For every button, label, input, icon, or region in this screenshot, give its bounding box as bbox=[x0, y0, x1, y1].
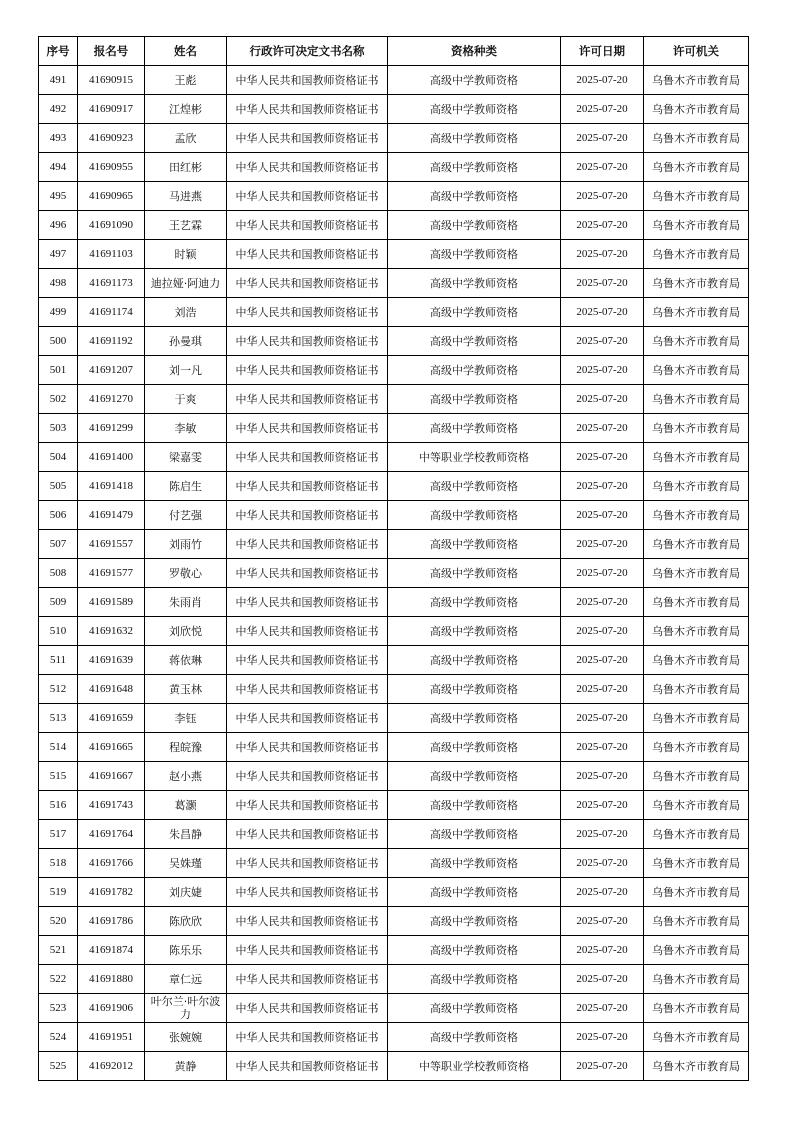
cell-date: 2025-07-20 bbox=[561, 472, 644, 501]
cell-authority: 乌鲁木齐市教育局 bbox=[644, 211, 749, 240]
cell-qualification: 高级中学教师资格 bbox=[388, 327, 561, 356]
cell-reg-no: 41691880 bbox=[78, 965, 145, 994]
cell-date: 2025-07-20 bbox=[561, 936, 644, 965]
cell-authority: 乌鲁木齐市教育局 bbox=[644, 269, 749, 298]
cell-doc-name: 中华人民共和国教师资格证书 bbox=[227, 588, 388, 617]
cell-reg-no: 41691667 bbox=[78, 762, 145, 791]
cell-name: 李钰 bbox=[145, 704, 227, 733]
cell-seq: 492 bbox=[39, 95, 78, 124]
cell-name: 叶尔兰·叶尔波力 bbox=[145, 994, 227, 1023]
cell-doc-name: 中华人民共和国教师资格证书 bbox=[227, 1023, 388, 1052]
table-row bbox=[39, 240, 749, 269]
cell-authority: 乌鲁木齐市教育局 bbox=[644, 153, 749, 182]
cell-seq: 493 bbox=[39, 124, 78, 153]
cell-doc-name: 中华人民共和国教师资格证书 bbox=[227, 414, 388, 443]
cell-qualification: 高级中学教师资格 bbox=[388, 675, 561, 704]
cell-name: 陈启生 bbox=[145, 472, 227, 501]
cell-qualification: 高级中学教师资格 bbox=[388, 356, 561, 385]
table-row bbox=[39, 124, 749, 153]
cell-authority: 乌鲁木齐市教育局 bbox=[644, 501, 749, 530]
cell-doc-name: 中华人民共和国教师资格证书 bbox=[227, 849, 388, 878]
cell-date: 2025-07-20 bbox=[561, 994, 644, 1023]
table-row bbox=[39, 153, 749, 182]
cell-qualification: 中等职业学校教师资格 bbox=[388, 443, 561, 472]
cell-reg-no: 41691207 bbox=[78, 356, 145, 385]
cell-doc-name: 中华人民共和国教师资格证书 bbox=[227, 501, 388, 530]
cell-doc-name: 中华人民共和国教师资格证书 bbox=[227, 820, 388, 849]
table-row bbox=[39, 820, 749, 849]
cell-authority: 乌鲁木齐市教育局 bbox=[644, 994, 749, 1023]
col-header-doc-name: 行政许可决定文书名称 bbox=[227, 37, 388, 66]
cell-date: 2025-07-20 bbox=[561, 356, 644, 385]
cell-reg-no: 41691400 bbox=[78, 443, 145, 472]
cell-name: 付艺强 bbox=[145, 501, 227, 530]
table-row bbox=[39, 95, 749, 124]
cell-doc-name: 中华人民共和国教师资格证书 bbox=[227, 356, 388, 385]
cell-authority: 乌鲁木齐市教育局 bbox=[644, 791, 749, 820]
cell-authority: 乌鲁木齐市教育局 bbox=[644, 762, 749, 791]
col-header-reg-no: 报名号 bbox=[78, 37, 145, 66]
cell-doc-name: 中华人民共和国教师资格证书 bbox=[227, 182, 388, 211]
cell-doc-name: 中华人民共和国教师资格证书 bbox=[227, 269, 388, 298]
cell-seq: 513 bbox=[39, 704, 78, 733]
cell-date: 2025-07-20 bbox=[561, 791, 644, 820]
cell-reg-no: 41690955 bbox=[78, 153, 145, 182]
cell-name: 刘一凡 bbox=[145, 356, 227, 385]
col-header-qualification: 资格种类 bbox=[388, 37, 561, 66]
cell-reg-no: 41691906 bbox=[78, 994, 145, 1023]
col-header-date: 许可日期 bbox=[561, 37, 644, 66]
cell-reg-no: 41691786 bbox=[78, 907, 145, 936]
cell-doc-name: 中华人民共和国教师资格证书 bbox=[227, 762, 388, 791]
cell-reg-no: 41691659 bbox=[78, 704, 145, 733]
cell-date: 2025-07-20 bbox=[561, 66, 644, 95]
cell-doc-name: 中华人民共和国教师资格证书 bbox=[227, 878, 388, 907]
cell-authority: 乌鲁木齐市教育局 bbox=[644, 124, 749, 153]
cell-doc-name: 中华人民共和国教师资格证书 bbox=[227, 559, 388, 588]
cell-qualification: 高级中学教师资格 bbox=[388, 240, 561, 269]
cell-authority: 乌鲁木齐市教育局 bbox=[644, 675, 749, 704]
cell-date: 2025-07-20 bbox=[561, 907, 644, 936]
cell-seq: 498 bbox=[39, 269, 78, 298]
cell-seq: 500 bbox=[39, 327, 78, 356]
cell-qualification: 高级中学教师资格 bbox=[388, 994, 561, 1023]
header-row bbox=[39, 37, 749, 66]
table-row bbox=[39, 385, 749, 414]
cell-qualification: 高级中学教师资格 bbox=[388, 182, 561, 211]
cell-qualification: 高级中学教师资格 bbox=[388, 588, 561, 617]
table-row bbox=[39, 472, 749, 501]
table-row bbox=[39, 907, 749, 936]
cell-seq: 511 bbox=[39, 646, 78, 675]
cell-seq: 494 bbox=[39, 153, 78, 182]
cell-date: 2025-07-20 bbox=[561, 878, 644, 907]
cell-date: 2025-07-20 bbox=[561, 182, 644, 211]
cell-doc-name: 中华人民共和国教师资格证书 bbox=[227, 472, 388, 501]
cell-qualification: 高级中学教师资格 bbox=[388, 617, 561, 646]
table-row bbox=[39, 298, 749, 327]
cell-doc-name: 中华人民共和国教师资格证书 bbox=[227, 1052, 388, 1081]
table-row bbox=[39, 704, 749, 733]
cell-date: 2025-07-20 bbox=[561, 124, 644, 153]
cell-doc-name: 中华人民共和国教师资格证书 bbox=[227, 66, 388, 95]
cell-date: 2025-07-20 bbox=[561, 240, 644, 269]
cell-doc-name: 中华人民共和国教师资格证书 bbox=[227, 965, 388, 994]
cell-seq: 505 bbox=[39, 472, 78, 501]
cell-reg-no: 41690923 bbox=[78, 124, 145, 153]
cell-date: 2025-07-20 bbox=[561, 1023, 644, 1052]
cell-date: 2025-07-20 bbox=[561, 414, 644, 443]
cell-name: 刘欣悦 bbox=[145, 617, 227, 646]
cell-authority: 乌鲁木齐市教育局 bbox=[644, 820, 749, 849]
cell-name: 梁嘉雯 bbox=[145, 443, 227, 472]
cell-authority: 乌鲁木齐市教育局 bbox=[644, 936, 749, 965]
cell-seq: 521 bbox=[39, 936, 78, 965]
cell-name: 王彪 bbox=[145, 66, 227, 95]
cell-seq: 522 bbox=[39, 965, 78, 994]
cell-authority: 乌鲁木齐市教育局 bbox=[644, 646, 749, 675]
cell-qualification: 高级中学教师资格 bbox=[388, 501, 561, 530]
cell-seq: 495 bbox=[39, 182, 78, 211]
table-row bbox=[39, 356, 749, 385]
cell-date: 2025-07-20 bbox=[561, 588, 644, 617]
cell-qualification: 高级中学教师资格 bbox=[388, 414, 561, 443]
cell-name: 程皖豫 bbox=[145, 733, 227, 762]
cell-name: 孙曼琪 bbox=[145, 327, 227, 356]
cell-name: 于爽 bbox=[145, 385, 227, 414]
cell-authority: 乌鲁木齐市教育局 bbox=[644, 443, 749, 472]
cell-seq: 514 bbox=[39, 733, 78, 762]
cell-qualification: 高级中学教师资格 bbox=[388, 704, 561, 733]
cell-seq: 518 bbox=[39, 849, 78, 878]
cell-doc-name: 中华人民共和国教师资格证书 bbox=[227, 385, 388, 414]
cell-doc-name: 中华人民共和国教师资格证书 bbox=[227, 791, 388, 820]
cell-seq: 491 bbox=[39, 66, 78, 95]
cell-qualification: 高级中学教师资格 bbox=[388, 269, 561, 298]
cell-name: 黄静 bbox=[145, 1052, 227, 1081]
cell-qualification: 高级中学教师资格 bbox=[388, 820, 561, 849]
table-row bbox=[39, 733, 749, 762]
table-row bbox=[39, 994, 749, 1023]
cell-name: 陈欣欣 bbox=[145, 907, 227, 936]
cell-authority: 乌鲁木齐市教育局 bbox=[644, 240, 749, 269]
cell-doc-name: 中华人民共和国教师资格证书 bbox=[227, 646, 388, 675]
cell-date: 2025-07-20 bbox=[561, 762, 644, 791]
cell-authority: 乌鲁木齐市教育局 bbox=[644, 617, 749, 646]
cell-authority: 乌鲁木齐市教育局 bbox=[644, 414, 749, 443]
cell-doc-name: 中华人民共和国教师资格证书 bbox=[227, 95, 388, 124]
cell-qualification: 高级中学教师资格 bbox=[388, 762, 561, 791]
cell-name: 罗敬心 bbox=[145, 559, 227, 588]
cell-reg-no: 41691951 bbox=[78, 1023, 145, 1052]
cell-date: 2025-07-20 bbox=[561, 646, 644, 675]
cell-name: 吴姝瑾 bbox=[145, 849, 227, 878]
cell-qualification: 高级中学教师资格 bbox=[388, 907, 561, 936]
cell-seq: 510 bbox=[39, 617, 78, 646]
cell-doc-name: 中华人民共和国教师资格证书 bbox=[227, 704, 388, 733]
cell-name: 葛灏 bbox=[145, 791, 227, 820]
cell-name: 章仁远 bbox=[145, 965, 227, 994]
cell-qualification: 高级中学教师资格 bbox=[388, 66, 561, 95]
cell-reg-no: 41691192 bbox=[78, 327, 145, 356]
cell-seq: 525 bbox=[39, 1052, 78, 1081]
cell-qualification: 高级中学教师资格 bbox=[388, 646, 561, 675]
cell-authority: 乌鲁木齐市教育局 bbox=[644, 559, 749, 588]
table-row bbox=[39, 646, 749, 675]
cell-qualification: 高级中学教师资格 bbox=[388, 95, 561, 124]
cell-seq: 519 bbox=[39, 878, 78, 907]
cell-doc-name: 中华人民共和国教师资格证书 bbox=[227, 124, 388, 153]
cell-reg-no: 41690915 bbox=[78, 66, 145, 95]
table-row bbox=[39, 762, 749, 791]
cell-authority: 乌鲁木齐市教育局 bbox=[644, 1052, 749, 1081]
cell-authority: 乌鲁木齐市教育局 bbox=[644, 472, 749, 501]
cell-reg-no: 41691090 bbox=[78, 211, 145, 240]
table-row bbox=[39, 501, 749, 530]
cell-date: 2025-07-20 bbox=[561, 849, 644, 878]
cell-reg-no: 41691577 bbox=[78, 559, 145, 588]
table-row bbox=[39, 878, 749, 907]
cell-name: 朱昌静 bbox=[145, 820, 227, 849]
cell-doc-name: 中华人民共和国教师资格证书 bbox=[227, 675, 388, 704]
cell-name: 孟欣 bbox=[145, 124, 227, 153]
cell-date: 2025-07-20 bbox=[561, 704, 644, 733]
document-page bbox=[38, 36, 748, 1081]
cell-reg-no: 41691173 bbox=[78, 269, 145, 298]
cell-name: 马进燕 bbox=[145, 182, 227, 211]
cell-name: 黄玉林 bbox=[145, 675, 227, 704]
table-body bbox=[39, 66, 749, 1081]
cell-seq: 523 bbox=[39, 994, 78, 1023]
table-row bbox=[39, 443, 749, 472]
table-row bbox=[39, 211, 749, 240]
cell-seq: 508 bbox=[39, 559, 78, 588]
cell-qualification: 高级中学教师资格 bbox=[388, 1023, 561, 1052]
cell-qualification: 高级中学教师资格 bbox=[388, 791, 561, 820]
cell-doc-name: 中华人民共和国教师资格证书 bbox=[227, 298, 388, 327]
cell-qualification: 高级中学教师资格 bbox=[388, 936, 561, 965]
table-row bbox=[39, 559, 749, 588]
cell-date: 2025-07-20 bbox=[561, 153, 644, 182]
cell-qualification: 高级中学教师资格 bbox=[388, 965, 561, 994]
cell-date: 2025-07-20 bbox=[561, 733, 644, 762]
cell-name: 时颖 bbox=[145, 240, 227, 269]
table-row bbox=[39, 66, 749, 95]
table-row bbox=[39, 327, 749, 356]
cell-authority: 乌鲁木齐市教育局 bbox=[644, 182, 749, 211]
cell-reg-no: 41691479 bbox=[78, 501, 145, 530]
cell-qualification: 高级中学教师资格 bbox=[388, 849, 561, 878]
table-row bbox=[39, 936, 749, 965]
cell-reg-no: 41691270 bbox=[78, 385, 145, 414]
cell-authority: 乌鲁木齐市教育局 bbox=[644, 849, 749, 878]
cell-name: 赵小燕 bbox=[145, 762, 227, 791]
cell-reg-no: 41691639 bbox=[78, 646, 145, 675]
cell-reg-no: 41691174 bbox=[78, 298, 145, 327]
table-header bbox=[39, 37, 749, 66]
table-row bbox=[39, 1023, 749, 1052]
cell-name: 朱雨肖 bbox=[145, 588, 227, 617]
cell-reg-no: 41691418 bbox=[78, 472, 145, 501]
cell-date: 2025-07-20 bbox=[561, 559, 644, 588]
cell-name: 刘庆婕 bbox=[145, 878, 227, 907]
cell-reg-no: 41691665 bbox=[78, 733, 145, 762]
cell-doc-name: 中华人民共和国教师资格证书 bbox=[227, 617, 388, 646]
cell-seq: 524 bbox=[39, 1023, 78, 1052]
cell-doc-name: 中华人民共和国教师资格证书 bbox=[227, 211, 388, 240]
cell-name: 刘雨竹 bbox=[145, 530, 227, 559]
cell-reg-no: 41691648 bbox=[78, 675, 145, 704]
cell-doc-name: 中华人民共和国教师资格证书 bbox=[227, 907, 388, 936]
cell-qualification: 高级中学教师资格 bbox=[388, 878, 561, 907]
table-row bbox=[39, 849, 749, 878]
table-row bbox=[39, 1052, 749, 1081]
cell-authority: 乌鲁木齐市教育局 bbox=[644, 385, 749, 414]
cell-seq: 503 bbox=[39, 414, 78, 443]
cell-doc-name: 中华人民共和国教师资格证书 bbox=[227, 153, 388, 182]
cell-seq: 496 bbox=[39, 211, 78, 240]
cell-name: 李敏 bbox=[145, 414, 227, 443]
cell-date: 2025-07-20 bbox=[561, 501, 644, 530]
cell-authority: 乌鲁木齐市教育局 bbox=[644, 1023, 749, 1052]
cell-date: 2025-07-20 bbox=[561, 211, 644, 240]
cell-doc-name: 中华人民共和国教师资格证书 bbox=[227, 936, 388, 965]
cell-date: 2025-07-20 bbox=[561, 385, 644, 414]
cell-seq: 502 bbox=[39, 385, 78, 414]
cell-name: 蒋依琳 bbox=[145, 646, 227, 675]
cell-seq: 506 bbox=[39, 501, 78, 530]
cell-seq: 504 bbox=[39, 443, 78, 472]
cell-authority: 乌鲁木齐市教育局 bbox=[644, 356, 749, 385]
cell-doc-name: 中华人民共和国教师资格证书 bbox=[227, 994, 388, 1023]
cell-doc-name: 中华人民共和国教师资格证书 bbox=[227, 443, 388, 472]
cell-reg-no: 41691589 bbox=[78, 588, 145, 617]
cell-date: 2025-07-20 bbox=[561, 269, 644, 298]
cell-date: 2025-07-20 bbox=[561, 443, 644, 472]
cell-qualification: 高级中学教师资格 bbox=[388, 385, 561, 414]
cell-reg-no: 41691557 bbox=[78, 530, 145, 559]
cell-reg-no: 41691632 bbox=[78, 617, 145, 646]
table-row bbox=[39, 791, 749, 820]
cell-date: 2025-07-20 bbox=[561, 95, 644, 124]
table-row bbox=[39, 182, 749, 211]
cell-authority: 乌鲁木齐市教育局 bbox=[644, 66, 749, 95]
cell-doc-name: 中华人民共和国教师资格证书 bbox=[227, 240, 388, 269]
cell-doc-name: 中华人民共和国教师资格证书 bbox=[227, 530, 388, 559]
cell-date: 2025-07-20 bbox=[561, 327, 644, 356]
cell-qualification: 高级中学教师资格 bbox=[388, 530, 561, 559]
cell-date: 2025-07-20 bbox=[561, 530, 644, 559]
cell-authority: 乌鲁木齐市教育局 bbox=[644, 298, 749, 327]
cell-qualification: 中等职业学校教师资格 bbox=[388, 1052, 561, 1081]
table-row bbox=[39, 530, 749, 559]
cell-authority: 乌鲁木齐市教育局 bbox=[644, 95, 749, 124]
cell-reg-no: 41691299 bbox=[78, 414, 145, 443]
cell-authority: 乌鲁木齐市教育局 bbox=[644, 704, 749, 733]
table-row bbox=[39, 269, 749, 298]
cell-seq: 509 bbox=[39, 588, 78, 617]
cell-name: 刘浩 bbox=[145, 298, 227, 327]
cell-qualification: 高级中学教师资格 bbox=[388, 298, 561, 327]
cell-seq: 512 bbox=[39, 675, 78, 704]
cell-qualification: 高级中学教师资格 bbox=[388, 472, 561, 501]
cell-qualification: 高级中学教师资格 bbox=[388, 733, 561, 762]
cell-reg-no: 41691782 bbox=[78, 878, 145, 907]
col-header-name: 姓名 bbox=[145, 37, 227, 66]
cell-date: 2025-07-20 bbox=[561, 965, 644, 994]
cell-seq: 520 bbox=[39, 907, 78, 936]
cell-seq: 501 bbox=[39, 356, 78, 385]
cell-date: 2025-07-20 bbox=[561, 298, 644, 327]
cell-reg-no: 41691874 bbox=[78, 936, 145, 965]
teacher-certificate-table bbox=[38, 36, 749, 1081]
table-row bbox=[39, 617, 749, 646]
cell-reg-no: 41691766 bbox=[78, 849, 145, 878]
cell-doc-name: 中华人民共和国教师资格证书 bbox=[227, 327, 388, 356]
cell-seq: 516 bbox=[39, 791, 78, 820]
cell-date: 2025-07-20 bbox=[561, 1052, 644, 1081]
cell-authority: 乌鲁木齐市教育局 bbox=[644, 327, 749, 356]
cell-date: 2025-07-20 bbox=[561, 820, 644, 849]
cell-qualification: 高级中学教师资格 bbox=[388, 124, 561, 153]
cell-qualification: 高级中学教师资格 bbox=[388, 153, 561, 182]
cell-name: 江煌彬 bbox=[145, 95, 227, 124]
cell-seq: 517 bbox=[39, 820, 78, 849]
cell-reg-no: 41691764 bbox=[78, 820, 145, 849]
cell-reg-no: 41691743 bbox=[78, 791, 145, 820]
cell-reg-no: 41690965 bbox=[78, 182, 145, 211]
table-row bbox=[39, 675, 749, 704]
cell-name: 陈乐乐 bbox=[145, 936, 227, 965]
cell-authority: 乌鲁木齐市教育局 bbox=[644, 878, 749, 907]
cell-reg-no: 41692012 bbox=[78, 1052, 145, 1081]
cell-qualification: 高级中学教师资格 bbox=[388, 211, 561, 240]
cell-seq: 497 bbox=[39, 240, 78, 269]
cell-date: 2025-07-20 bbox=[561, 675, 644, 704]
cell-name: 张婉婉 bbox=[145, 1023, 227, 1052]
table-row bbox=[39, 965, 749, 994]
cell-authority: 乌鲁木齐市教育局 bbox=[644, 588, 749, 617]
cell-name: 迪拉娅·阿迪力 bbox=[145, 269, 227, 298]
col-header-seq: 序号 bbox=[39, 37, 78, 66]
cell-seq: 499 bbox=[39, 298, 78, 327]
cell-reg-no: 41690917 bbox=[78, 95, 145, 124]
cell-qualification: 高级中学教师资格 bbox=[388, 559, 561, 588]
col-header-authority: 许可机关 bbox=[644, 37, 749, 66]
cell-seq: 515 bbox=[39, 762, 78, 791]
cell-date: 2025-07-20 bbox=[561, 617, 644, 646]
cell-doc-name: 中华人民共和国教师资格证书 bbox=[227, 733, 388, 762]
cell-authority: 乌鲁木齐市教育局 bbox=[644, 733, 749, 762]
table-row bbox=[39, 588, 749, 617]
cell-name: 田红彬 bbox=[145, 153, 227, 182]
cell-authority: 乌鲁木齐市教育局 bbox=[644, 965, 749, 994]
cell-name: 王艺霖 bbox=[145, 211, 227, 240]
cell-reg-no: 41691103 bbox=[78, 240, 145, 269]
cell-seq: 507 bbox=[39, 530, 78, 559]
cell-authority: 乌鲁木齐市教育局 bbox=[644, 907, 749, 936]
table-row bbox=[39, 414, 749, 443]
cell-authority: 乌鲁木齐市教育局 bbox=[644, 530, 749, 559]
